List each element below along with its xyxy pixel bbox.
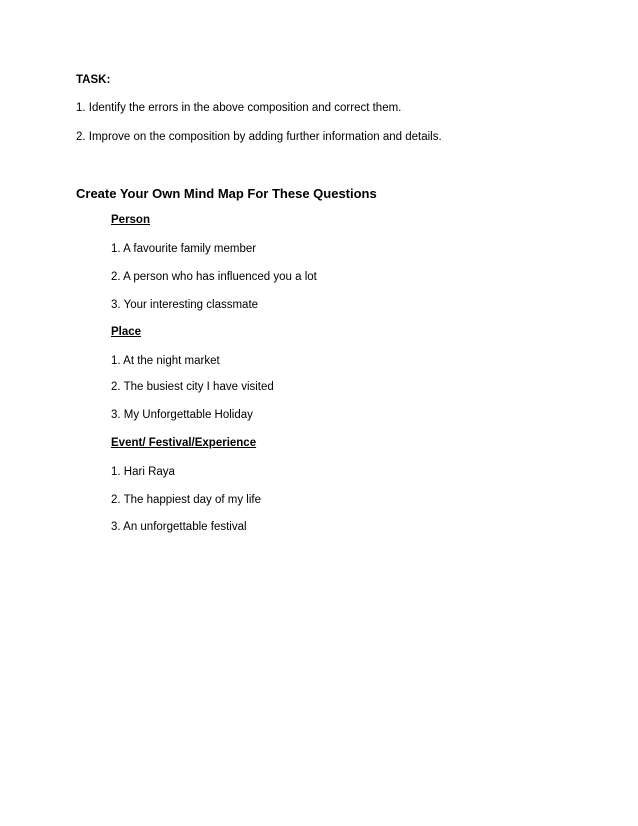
- list-item: 3. My Unforgettable Holiday: [111, 409, 253, 421]
- list-item: 2. The happiest day of my life: [111, 494, 262, 506]
- group-heading-event: Event/ Festival/Experience: [111, 437, 257, 449]
- list-item: 2. The busiest city I have visited: [111, 381, 274, 393]
- task-item: 2. Improve on the composition by adding further information and details.: [76, 131, 442, 143]
- group-heading-place: Place: [111, 326, 142, 338]
- list-item: 2. A person who has influenced you a lot: [111, 271, 317, 283]
- list-item: 3. An unforgettable festival: [111, 521, 247, 533]
- list-item: 1. Hari Raya: [111, 466, 175, 478]
- group-heading-person: Person: [111, 214, 150, 226]
- list-item: 1. A favourite family member: [111, 243, 257, 255]
- task-label: TASK:: [76, 74, 111, 86]
- mind-map-title: Create Your Own Mind Map For These Questions: [76, 186, 377, 201]
- task-item: 1. Identify the errors in the above composition and correct them.: [76, 102, 402, 114]
- list-item: 1. At the night market: [111, 355, 220, 367]
- list-item: 3. Your interesting classmate: [111, 299, 259, 311]
